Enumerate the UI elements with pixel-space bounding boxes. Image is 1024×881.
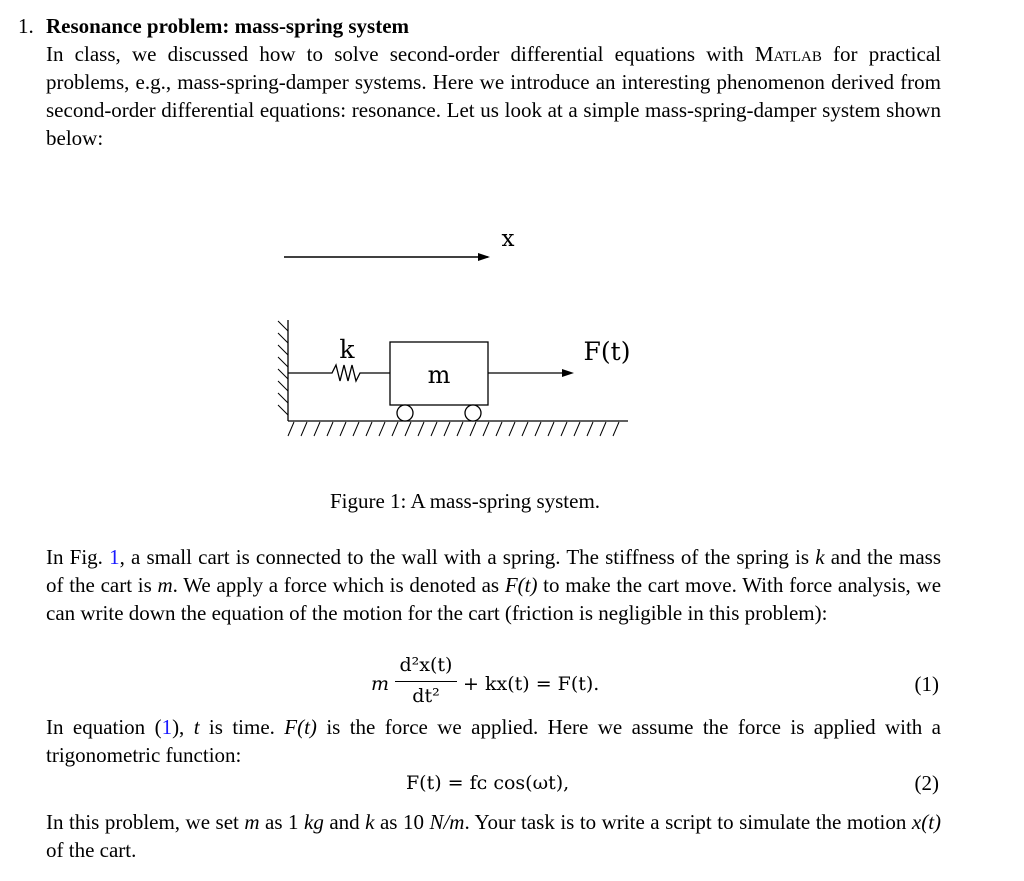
paragraph-task: In this problem, we set m as 1 kg and k as 10 N/m. Your task is to write a script to simulate the motion x(t) of the cart. — [46, 810, 942, 862]
ground-hatching — [288, 422, 619, 436]
eq1-numerator: d²x(t) — [399, 654, 453, 676]
eq1-rest: + kx(t) = F(t). — [463, 673, 600, 695]
section-number: 1. — [18, 14, 34, 38]
m-label: m — [427, 361, 451, 389]
eq2-number: (2) — [914, 771, 939, 795]
cart-wheel-left — [397, 405, 413, 421]
force-arrowhead — [562, 369, 574, 377]
spring — [288, 365, 390, 381]
k-label: k — [339, 335, 355, 364]
force-label: F(t) — [583, 337, 631, 366]
matlab-name: Matlab — [754, 42, 822, 66]
cart-wheel-right — [465, 405, 481, 421]
x-label: x — [501, 226, 515, 252]
eq1-denominator: dt² — [412, 685, 440, 707]
x-axis-arrowhead — [478, 253, 490, 261]
section-title: Resonance problem: mass-spring system — [46, 14, 410, 38]
equation-ref-link[interactable]: 1 — [161, 715, 173, 739]
wall-hatching — [278, 321, 288, 415]
eq1-m: m — [371, 673, 390, 695]
eq1-number: (1) — [914, 672, 939, 696]
figure-caption: Figure 1: A mass-spring system. — [329, 489, 601, 513]
eq2-expression: F(t) = fᴄ cos(ωt), — [406, 772, 570, 794]
intro-paragraph: In class, we discussed how to solve second-order differential equations with Matlab for practical problems, e.g., mass-spring-damper systems. Here we introduce an interesting phenomenon derived from second-order differential equations: resonance. Let us look at a simple mass-spring-damper system shown below: — [46, 42, 941, 150]
paragraph-time: In equation (1), t is time. F(t) is the force we applied. Here we assume the force is applied with a trigonometric function: — [46, 715, 941, 767]
paragraph-cart: In Fig. 1, a small cart is connected to the wall with a spring. The stiffness of the spring is k and the mass of the cart is m. We apply a force which is denoted as F(t) to make the cart move. With force analysis, we can write down the equation of the motion for the cart (friction is negligible in this problem): — [46, 545, 942, 625]
figure-ref-link[interactable]: 1 — [109, 545, 120, 569]
